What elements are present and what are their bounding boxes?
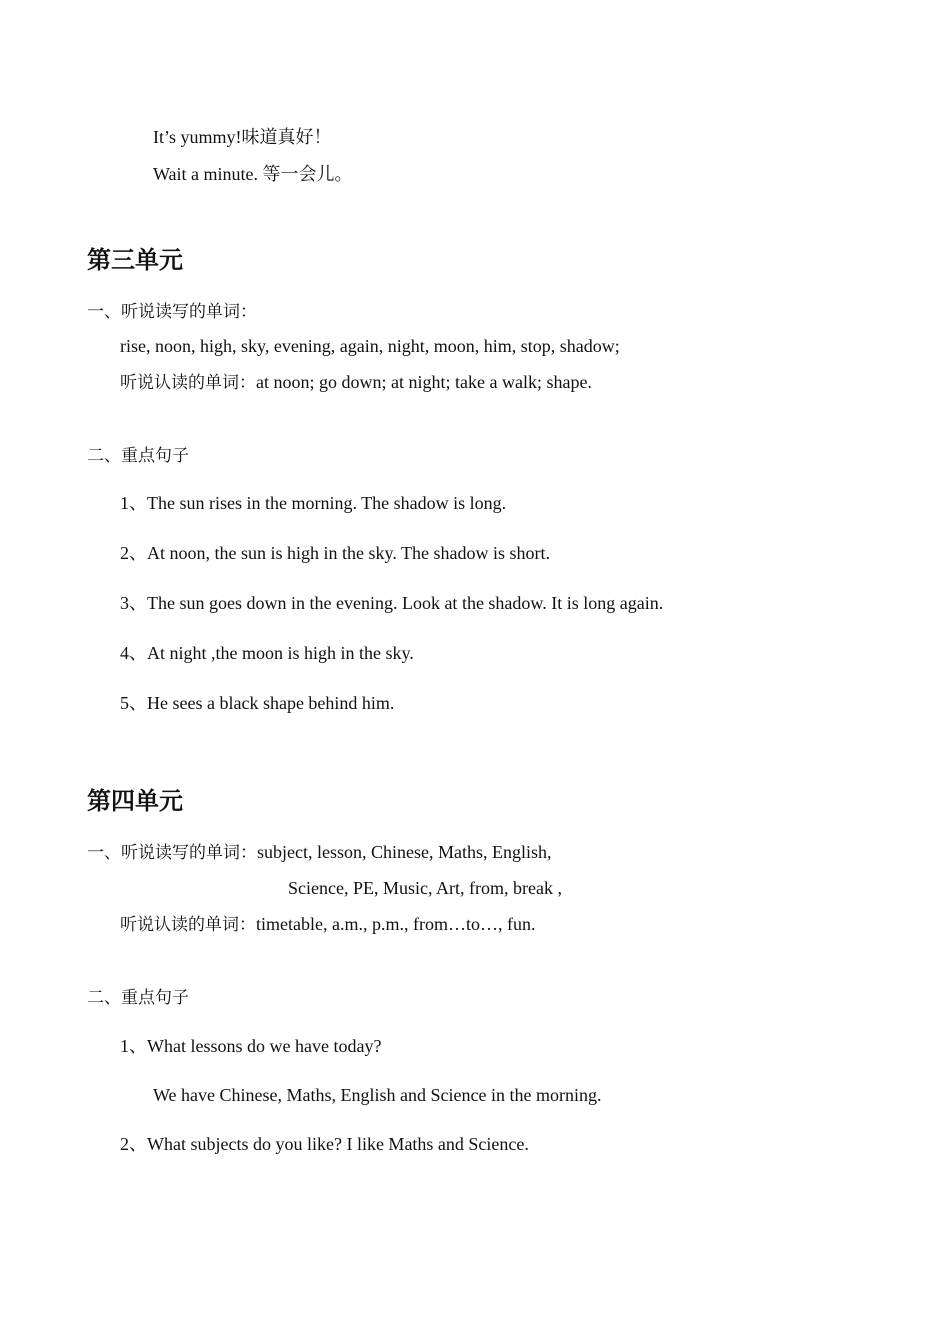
unit3-title: 第三单元 (87, 246, 183, 274)
unit3-sentence-5: 5、He sees a black shape behind him. (120, 693, 395, 713)
unit3-sentence-3: 3、The sun goes down in the evening. Look at the shadow. It is long again. (120, 593, 664, 613)
unit4-question-2: 2、What subjects do you like? I like Maths and Science. (120, 1134, 529, 1154)
unit4-recognize-words: timetable, a.m., p.m., from…to…, fun. (256, 914, 536, 934)
unit3-vocab-words: rise, noon, high, sky, evening, again, night, moon, him, stop, shadow; (120, 336, 620, 356)
unit3-vocab-heading (87, 300, 257, 323)
unit3-sentences-heading (87, 444, 189, 467)
unit4-recognize-line (120, 913, 535, 936)
unit3-recognize-line (120, 371, 592, 394)
unit4-recognize-label: 听说认读的单词： (120, 915, 256, 935)
unit3-vocab-heading-text: 一、听说读写的单词： (87, 302, 257, 322)
unit4-sentences-heading (87, 986, 189, 1009)
unit3-sentence-4: 4、At night ,the moon is high in the sky. (120, 643, 414, 663)
unit4-title: 第四单元 (87, 787, 183, 815)
unit4-sentences-heading-text: 二、重点句子 (87, 988, 189, 1008)
unit4-vocab-words-2: Science, PE, Music, Art, from, break , (288, 878, 562, 898)
unit3-recognize-words: at noon; go down; at night; take a walk; shape. (256, 372, 592, 392)
unit4-vocab-heading: 一、听说读写的单词： (87, 843, 257, 863)
unit4-question-1: 1、What lessons do we have today? (120, 1036, 382, 1056)
unit3-sentence-1: 1、The sun rises in the morning. The shadow is long. (120, 493, 507, 513)
unit3-sentence-2: 2、At noon, the sun is high in the sky. The shadow is short. (120, 543, 550, 563)
unit3-sentences-heading-text: 二、重点句子 (87, 446, 189, 466)
unit4-vocab-line1 (87, 841, 551, 864)
unit4-answer-1: We have Chinese, Maths, English and Science in the morning. (153, 1085, 602, 1105)
intro-line-yummy: It’s yummy!味道真好！ (153, 127, 332, 147)
unit4-vocab-words-1: subject, lesson, Chinese, Maths, English, (257, 842, 552, 862)
unit3-recognize-label: 听说认读的单词： (120, 373, 256, 393)
intro-line-wait: Wait a minute. 等一会儿。 (153, 164, 353, 184)
